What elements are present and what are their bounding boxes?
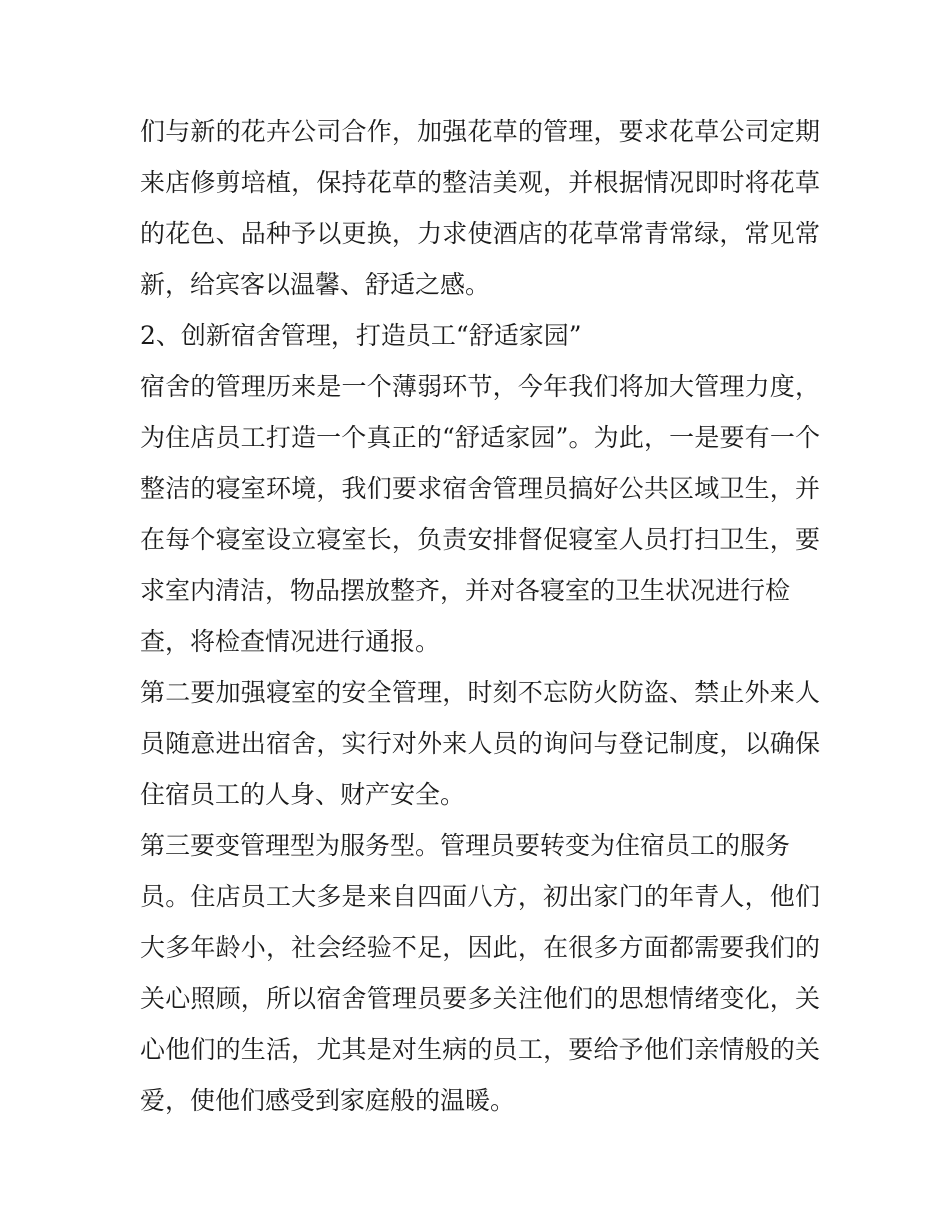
text-line: 们与新的花卉公司合作，加强花草的管理，要求花草公司定期: [140, 117, 820, 146]
text-line: 第三要变管理型为服务型。管理员要转变为住宿员工的服务: [140, 831, 791, 860]
text-line: 心他们的生活，尤其是对生病的员工，要给予他们亲情般的关: [140, 1035, 820, 1064]
text-line: 员。住店员工大多是来自四面八方，初出家门的年青人，他们: [140, 882, 820, 911]
section-heading: 2、创新宿舍管理，打造员工“舒适家园”: [140, 321, 582, 350]
body-text: [140, 106, 820, 1126]
text-line: 在每个寝室设立寝室长，负责安排督促寝室人员打扫卫生，要: [140, 525, 820, 554]
text-line: 求室内清洁，物品摆放整齐，并对各寝室的卫生状况进行检: [140, 576, 791, 605]
text-line: 关心照顾，所以宿舍管理员要多关注他们的思想情绪变化，关: [140, 984, 820, 1013]
text-line: 员随意进出宿舍，实行对外来人员的询问与登记制度，以确保: [140, 729, 820, 758]
text-line: 爱，使他们感受到家庭般的温暖。: [140, 1086, 516, 1115]
text-line: 第二要加强寝室的安全管理，时刻不忘防火防盗、禁止外来人: [140, 678, 820, 707]
text-line: 新，给宾客以温馨、舒适之感。: [140, 270, 491, 299]
text-line: 查，将检查情况进行通报。: [140, 627, 441, 656]
text-line: 为住店员工打造一个真正的“舒适家园”。为此，一是要有一个: [140, 423, 820, 452]
text-line: 宿舍的管理历来是一个薄弱环节，今年我们将加大管理力度，: [140, 372, 820, 401]
text-line: 整洁的寝室环境，我们要求宿舍管理员搞好公共区域卫生，并: [140, 474, 820, 503]
text-line: 来店修剪培植，保持花草的整洁美观，并根据情况即时将花草: [140, 168, 820, 197]
text-line: 的花色、品种予以更换，力求使酒店的花草常青常绿，常见常: [140, 219, 820, 248]
text-line: 住宿员工的人身、财产安全。: [140, 780, 466, 809]
text-line: 大多年龄小，社会经验不足，因此，在很多方面都需要我们的: [140, 933, 820, 962]
